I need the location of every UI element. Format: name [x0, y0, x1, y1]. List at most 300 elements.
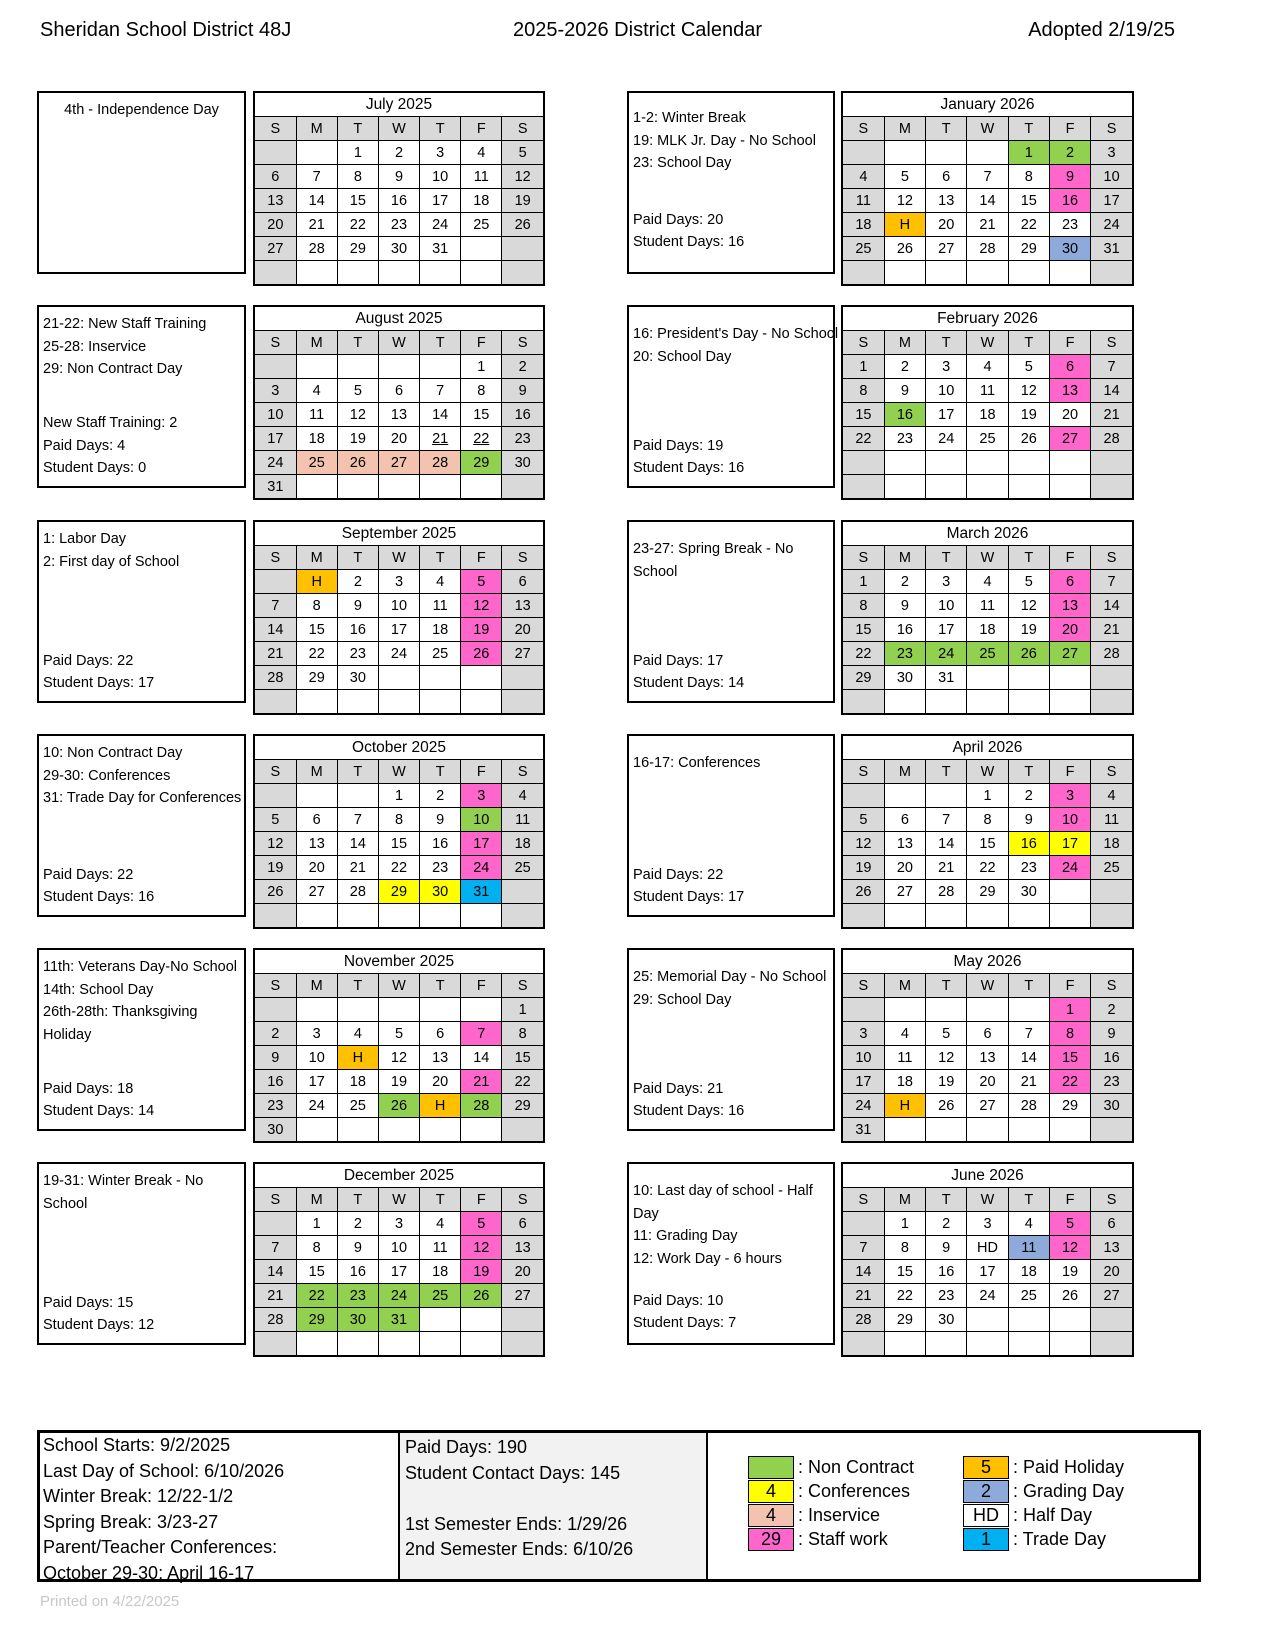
month-title: October 2025: [255, 736, 543, 760]
day-cell: 6: [255, 165, 296, 189]
week-row: [843, 642, 1132, 666]
week-row: [255, 237, 543, 261]
day-cell: 8: [843, 594, 884, 618]
color-legend: [708, 1433, 1198, 1579]
total-line: Paid Days: 22: [633, 866, 724, 883]
weekday-header: T: [337, 760, 378, 784]
weekday-header: M: [296, 546, 337, 570]
weekday-header: F: [461, 1188, 502, 1212]
empty-cell: [1091, 1118, 1132, 1142]
empty-cell: [378, 1332, 419, 1356]
day-cell: 3: [926, 570, 967, 594]
weekday-header: S: [843, 1188, 884, 1212]
adopted-date: Adopted 2/19/25: [1028, 19, 1175, 41]
empty-cell: [255, 904, 296, 928]
key-date-line: Spring Break: 3/23-27: [43, 1511, 219, 1532]
day-cell: 17: [1091, 189, 1132, 213]
day-cell: 15: [1008, 189, 1049, 213]
day-cell: 9: [1008, 808, 1049, 832]
empty-cell: [255, 355, 296, 379]
empty-cell: [255, 998, 296, 1022]
empty-cell: [843, 475, 884, 499]
empty-cell: [926, 998, 967, 1022]
weekday-header: T: [926, 117, 967, 141]
weekday-header: W: [967, 331, 1008, 355]
day-cell: 28: [1008, 1094, 1049, 1118]
day-cell: 22: [843, 427, 884, 451]
weekday-header: W: [378, 331, 419, 355]
month-title: December 2025: [255, 1164, 543, 1188]
weekday-header: W: [378, 1188, 419, 1212]
empty-cell: [502, 666, 543, 690]
day-cell: 7: [420, 379, 461, 403]
note-line: 2: First day of School: [43, 553, 180, 570]
empty-cell: [378, 261, 419, 285]
day-cell: 13: [884, 832, 925, 856]
day-cell: 15: [337, 189, 378, 213]
day-cell: 20: [967, 1070, 1008, 1094]
day-cell: 26: [337, 451, 378, 475]
day-cell: 26: [461, 642, 502, 666]
weekday-header: F: [461, 760, 502, 784]
weekday-header: S: [502, 974, 543, 998]
empty-cell: [461, 1118, 502, 1142]
day-cell: 31: [255, 475, 296, 499]
day-cell: 7: [1091, 355, 1132, 379]
day-cell: 20: [926, 213, 967, 237]
day-cell: 26: [461, 1284, 502, 1308]
empty-cell: [1008, 998, 1049, 1022]
weekday-header: F: [1049, 546, 1090, 570]
empty-cell: [843, 690, 884, 714]
empty-cell: [967, 998, 1008, 1022]
month-calendar: [841, 734, 1134, 929]
week-row: [843, 880, 1132, 904]
note-line: 12: Work Day - 6 hours: [633, 1250, 782, 1267]
weekday-header: W: [378, 974, 419, 998]
day-cell: 12: [502, 165, 543, 189]
weekday-header: W: [378, 546, 419, 570]
total-line: Student Days: 16: [633, 460, 745, 477]
empty-cell: [255, 261, 296, 285]
day-cell: 20: [884, 856, 925, 880]
day-cell: 2: [884, 570, 925, 594]
day-cell: 4: [884, 1022, 925, 1046]
legend-swatch: 5: [963, 1456, 1009, 1479]
day-cell: 27: [926, 237, 967, 261]
day-cell: 24: [420, 213, 461, 237]
day-cell: 4: [420, 570, 461, 594]
day-cell: 13: [926, 189, 967, 213]
day-cell: 1: [461, 355, 502, 379]
key-dates: [40, 1433, 400, 1583]
empty-cell: [337, 784, 378, 808]
total-line: Student Days: 12: [43, 1317, 155, 1334]
weekday-header: S: [502, 760, 543, 784]
day-cell: H: [337, 1046, 378, 1070]
day-cell: 4: [420, 1212, 461, 1236]
week-row: [843, 832, 1132, 856]
weekday-header: S: [843, 546, 884, 570]
day-cell: 2: [502, 355, 543, 379]
empty-cell: [420, 1118, 461, 1142]
day-cell: 5: [461, 570, 502, 594]
day-cell: 31: [378, 1308, 419, 1332]
day-cell: 30: [420, 880, 461, 904]
day-cell: 29: [843, 666, 884, 690]
total-line: Paid Days: 22: [43, 866, 134, 883]
day-cell: 30: [255, 1118, 296, 1142]
note-line: 11: Grading Day: [633, 1228, 738, 1245]
day-cell: 16: [378, 189, 419, 213]
month-title: January 2026: [843, 93, 1132, 117]
day-cell: 23: [420, 856, 461, 880]
note-line: 1-2: Winter Break: [633, 110, 746, 126]
weekday-header: M: [884, 1188, 925, 1212]
day-cell: 26: [843, 880, 884, 904]
empty-cell: [337, 355, 378, 379]
day-cell: 23: [884, 642, 925, 666]
week-row: [843, 1284, 1132, 1308]
day-cell: 7: [461, 1022, 502, 1046]
day-cell: 27: [967, 1094, 1008, 1118]
total-line: Student Days: 17: [633, 889, 745, 906]
week-row: [255, 1308, 543, 1332]
weekday-header: M: [296, 331, 337, 355]
week-row: [255, 1022, 543, 1046]
day-cell: 18: [967, 403, 1008, 427]
legend-label: : Paid Holiday: [1013, 1457, 1125, 1477]
day-cell: 12: [337, 403, 378, 427]
day-cell: H: [884, 1094, 925, 1118]
empty-cell: [420, 690, 461, 714]
week-row: [843, 451, 1132, 475]
day-cell: 8: [884, 1236, 925, 1260]
day-cell: 20: [420, 1070, 461, 1094]
day-cell: 16: [337, 1260, 378, 1284]
day-cell: 12: [255, 832, 296, 856]
week-row: [843, 475, 1132, 499]
weekday-header: S: [1091, 117, 1132, 141]
total-line: Paid Days: 22: [43, 652, 134, 669]
day-cell: 20: [378, 427, 419, 451]
day-cell: 22: [967, 856, 1008, 880]
day-cell: 3: [926, 355, 967, 379]
empty-cell: [926, 904, 967, 928]
day-cell: 17: [378, 1260, 419, 1284]
day-cell: 10: [926, 379, 967, 403]
day-cell: 17: [843, 1070, 884, 1094]
day-cell: 26: [502, 213, 543, 237]
empty-cell: [502, 237, 543, 261]
week-row: [843, 141, 1132, 165]
month-notes: [37, 1162, 246, 1345]
empty-cell: [461, 690, 502, 714]
legend-item: [963, 1479, 1124, 1504]
empty-cell: [926, 1118, 967, 1142]
weekday-header: W: [967, 546, 1008, 570]
empty-cell: [296, 475, 337, 499]
week-row: [255, 1332, 543, 1356]
total-line: Paid Days: 4: [43, 437, 126, 454]
day-cell: 12: [1008, 379, 1049, 403]
empty-cell: [926, 475, 967, 499]
day-cell: 18: [420, 618, 461, 642]
total-line: Paid Days: 20: [633, 211, 724, 228]
day-cell: 9: [378, 165, 419, 189]
empty-cell: [255, 690, 296, 714]
day-cell: 10: [378, 1236, 419, 1260]
day-cell: 4: [296, 379, 337, 403]
note-line: 29: Non Contract Day: [43, 361, 183, 378]
empty-cell: [1091, 690, 1132, 714]
empty-cell: [502, 1332, 543, 1356]
day-cell: 15: [843, 618, 884, 642]
month-calendar: [841, 305, 1134, 500]
empty-cell: [1049, 1308, 1090, 1332]
month-notes: [37, 91, 246, 274]
note-line: School: [633, 563, 678, 580]
day-cell: 21: [296, 213, 337, 237]
day-cell: 27: [296, 880, 337, 904]
day-cell: 21: [255, 642, 296, 666]
day-cell: 7: [296, 165, 337, 189]
weekday-header: F: [1049, 760, 1090, 784]
total-line: Paid Days: 10: [633, 1292, 724, 1309]
weekday-header: T: [337, 546, 378, 570]
empty-cell: [967, 451, 1008, 475]
weekday-header: T: [1008, 1188, 1049, 1212]
day-cell: 31: [1091, 237, 1132, 261]
week-row: [843, 1308, 1132, 1332]
day-cell: 4: [1091, 784, 1132, 808]
day-cell: 2: [1091, 998, 1132, 1022]
day-cell: 28: [296, 237, 337, 261]
day-cell: 5: [1008, 355, 1049, 379]
weekday-header: W: [378, 760, 419, 784]
day-cell: 3: [967, 1212, 1008, 1236]
day-cell: 20: [296, 856, 337, 880]
week-row: [843, 856, 1132, 880]
day-cell: 30: [337, 1308, 378, 1332]
day-cell: 4: [967, 570, 1008, 594]
empty-cell: [502, 1118, 543, 1142]
note-line: 31: Trade Day for Conferences: [43, 790, 242, 807]
empty-cell: [926, 690, 967, 714]
week-row: [255, 1070, 543, 1094]
week-row: [843, 690, 1132, 714]
day-cell: 12: [1049, 1236, 1090, 1260]
week-row: [843, 1094, 1132, 1118]
weekday-header: W: [967, 117, 1008, 141]
empty-cell: [461, 904, 502, 928]
empty-cell: [378, 475, 419, 499]
printed-date: Printed on 4/22/2025: [40, 1593, 180, 1610]
week-row: [255, 594, 543, 618]
day-cell: 4: [967, 355, 1008, 379]
weekday-header: T: [1008, 331, 1049, 355]
empty-cell: [461, 998, 502, 1022]
legend-label: : Trade Day: [1013, 1529, 1107, 1549]
weekday-header: S: [255, 1188, 296, 1212]
day-cell: 9: [337, 594, 378, 618]
empty-cell: [843, 1212, 884, 1236]
empty-cell: [420, 1308, 461, 1332]
week-row: [843, 403, 1132, 427]
day-cell: 18: [884, 1070, 925, 1094]
day-cell: 24: [1091, 213, 1132, 237]
empty-cell: [337, 904, 378, 928]
day-cell: 6: [420, 1022, 461, 1046]
week-row: [843, 189, 1132, 213]
week-row: [255, 427, 543, 451]
day-cell: 16: [884, 618, 925, 642]
total-line: Student Days: 16: [633, 234, 745, 251]
week-row: [843, 594, 1132, 618]
week-row: [255, 570, 543, 594]
weekday-header: M: [884, 117, 925, 141]
day-cell: 29: [1008, 237, 1049, 261]
empty-cell: [843, 998, 884, 1022]
legend-swatch: HD: [963, 1504, 1009, 1527]
day-cell: 16: [884, 403, 925, 427]
weekday-header: F: [1049, 331, 1090, 355]
month-calendar: [841, 520, 1134, 715]
day-cell: 11: [843, 189, 884, 213]
month-title: March 2026: [843, 522, 1132, 546]
day-cell: 8: [1049, 1022, 1090, 1046]
day-cell: 13: [1049, 594, 1090, 618]
day-cell: 25: [420, 1284, 461, 1308]
empty-cell: [967, 1118, 1008, 1142]
empty-cell: [926, 141, 967, 165]
day-cell: 13: [255, 189, 296, 213]
day-cell: 28: [255, 666, 296, 690]
day-cell: 5: [1008, 570, 1049, 594]
week-row: [843, 808, 1132, 832]
day-cell: 17: [378, 618, 419, 642]
day-cell: 6: [1049, 355, 1090, 379]
day-cell: 24: [378, 1284, 419, 1308]
day-cell: 23: [337, 642, 378, 666]
day-cell: 28: [1091, 427, 1132, 451]
day-cell: 11: [502, 808, 543, 832]
day-cell: 11: [967, 594, 1008, 618]
day-cell: 14: [420, 403, 461, 427]
day-cell: 18: [296, 427, 337, 451]
day-cell: 1: [1008, 141, 1049, 165]
day-cell: 18: [337, 1070, 378, 1094]
day-cell: 11: [420, 1236, 461, 1260]
weekday-header: S: [1091, 760, 1132, 784]
month-notes: [627, 305, 839, 488]
empty-cell: [255, 1212, 296, 1236]
weekday-header: T: [926, 974, 967, 998]
day-cell: 9: [1049, 165, 1090, 189]
day-cell: 12: [378, 1046, 419, 1070]
day-cell: 20: [1091, 1260, 1132, 1284]
day-cell: 8: [378, 808, 419, 832]
week-row: [843, 1022, 1132, 1046]
weekday-header: T: [1008, 117, 1049, 141]
day-cell: 18: [461, 189, 502, 213]
month-calendar: [253, 1162, 545, 1357]
note-line: 4th - Independence Day: [64, 102, 219, 118]
day-cell: 11: [420, 594, 461, 618]
day-cell: 12: [461, 594, 502, 618]
empty-cell: [1049, 1332, 1090, 1356]
day-cell: 27: [1091, 1284, 1132, 1308]
legend-swatch: 29: [748, 1528, 794, 1551]
day-cell: 22: [1008, 213, 1049, 237]
day-cell: 24: [926, 427, 967, 451]
day-cell: 22: [461, 427, 502, 451]
empty-cell: [502, 880, 543, 904]
day-cell: 8: [843, 379, 884, 403]
empty-cell: [967, 690, 1008, 714]
day-cell: 4: [843, 165, 884, 189]
day-cell: 16: [420, 832, 461, 856]
weekday-header: T: [420, 546, 461, 570]
note-line: Day: [633, 1205, 659, 1222]
day-cell: 30: [337, 666, 378, 690]
day-cell: 19: [843, 856, 884, 880]
day-cell: 8: [1008, 165, 1049, 189]
day-cell: 24: [255, 451, 296, 475]
legend-swatch: 2: [963, 1480, 1009, 1503]
note-line: 14th: School Day: [43, 981, 154, 998]
month-calendar: [253, 91, 545, 286]
day-cell: 10: [420, 165, 461, 189]
day-cell: 14: [255, 1260, 296, 1284]
empty-cell: [461, 666, 502, 690]
note-line: Holiday: [43, 1026, 92, 1043]
day-cell: H: [420, 1094, 461, 1118]
day-cell: 28: [1091, 642, 1132, 666]
day-cell: 27: [884, 880, 925, 904]
day-cell: 14: [926, 832, 967, 856]
day-cell: 28: [461, 1094, 502, 1118]
empty-cell: [420, 261, 461, 285]
day-cell: 16: [926, 1260, 967, 1284]
weekday-header: S: [843, 331, 884, 355]
day-cell: 8: [461, 379, 502, 403]
empty-cell: [1008, 666, 1049, 690]
day-cell: 16: [502, 403, 543, 427]
empty-cell: [502, 1308, 543, 1332]
empty-cell: [884, 141, 925, 165]
day-cell: 3: [1049, 784, 1090, 808]
weekday-header: M: [884, 974, 925, 998]
legend-swatch: 4: [748, 1504, 794, 1527]
day-cell: 18: [843, 213, 884, 237]
day-cell: 7: [843, 1236, 884, 1260]
day-cell: 22: [884, 1284, 925, 1308]
day-cell: 19: [461, 618, 502, 642]
day-cell: 9: [884, 379, 925, 403]
day-cell: 19: [461, 1260, 502, 1284]
weekday-header: S: [1091, 546, 1132, 570]
day-cell: 24: [378, 642, 419, 666]
empty-cell: [843, 1332, 884, 1356]
day-cell: 7: [1008, 1022, 1049, 1046]
day-cell: 14: [337, 832, 378, 856]
legend-swatch: 1: [963, 1528, 1009, 1551]
empty-cell: [461, 475, 502, 499]
week-row: [843, 1212, 1132, 1236]
note-line: 29-30: Conferences: [43, 767, 171, 784]
day-cell: 21: [843, 1284, 884, 1308]
